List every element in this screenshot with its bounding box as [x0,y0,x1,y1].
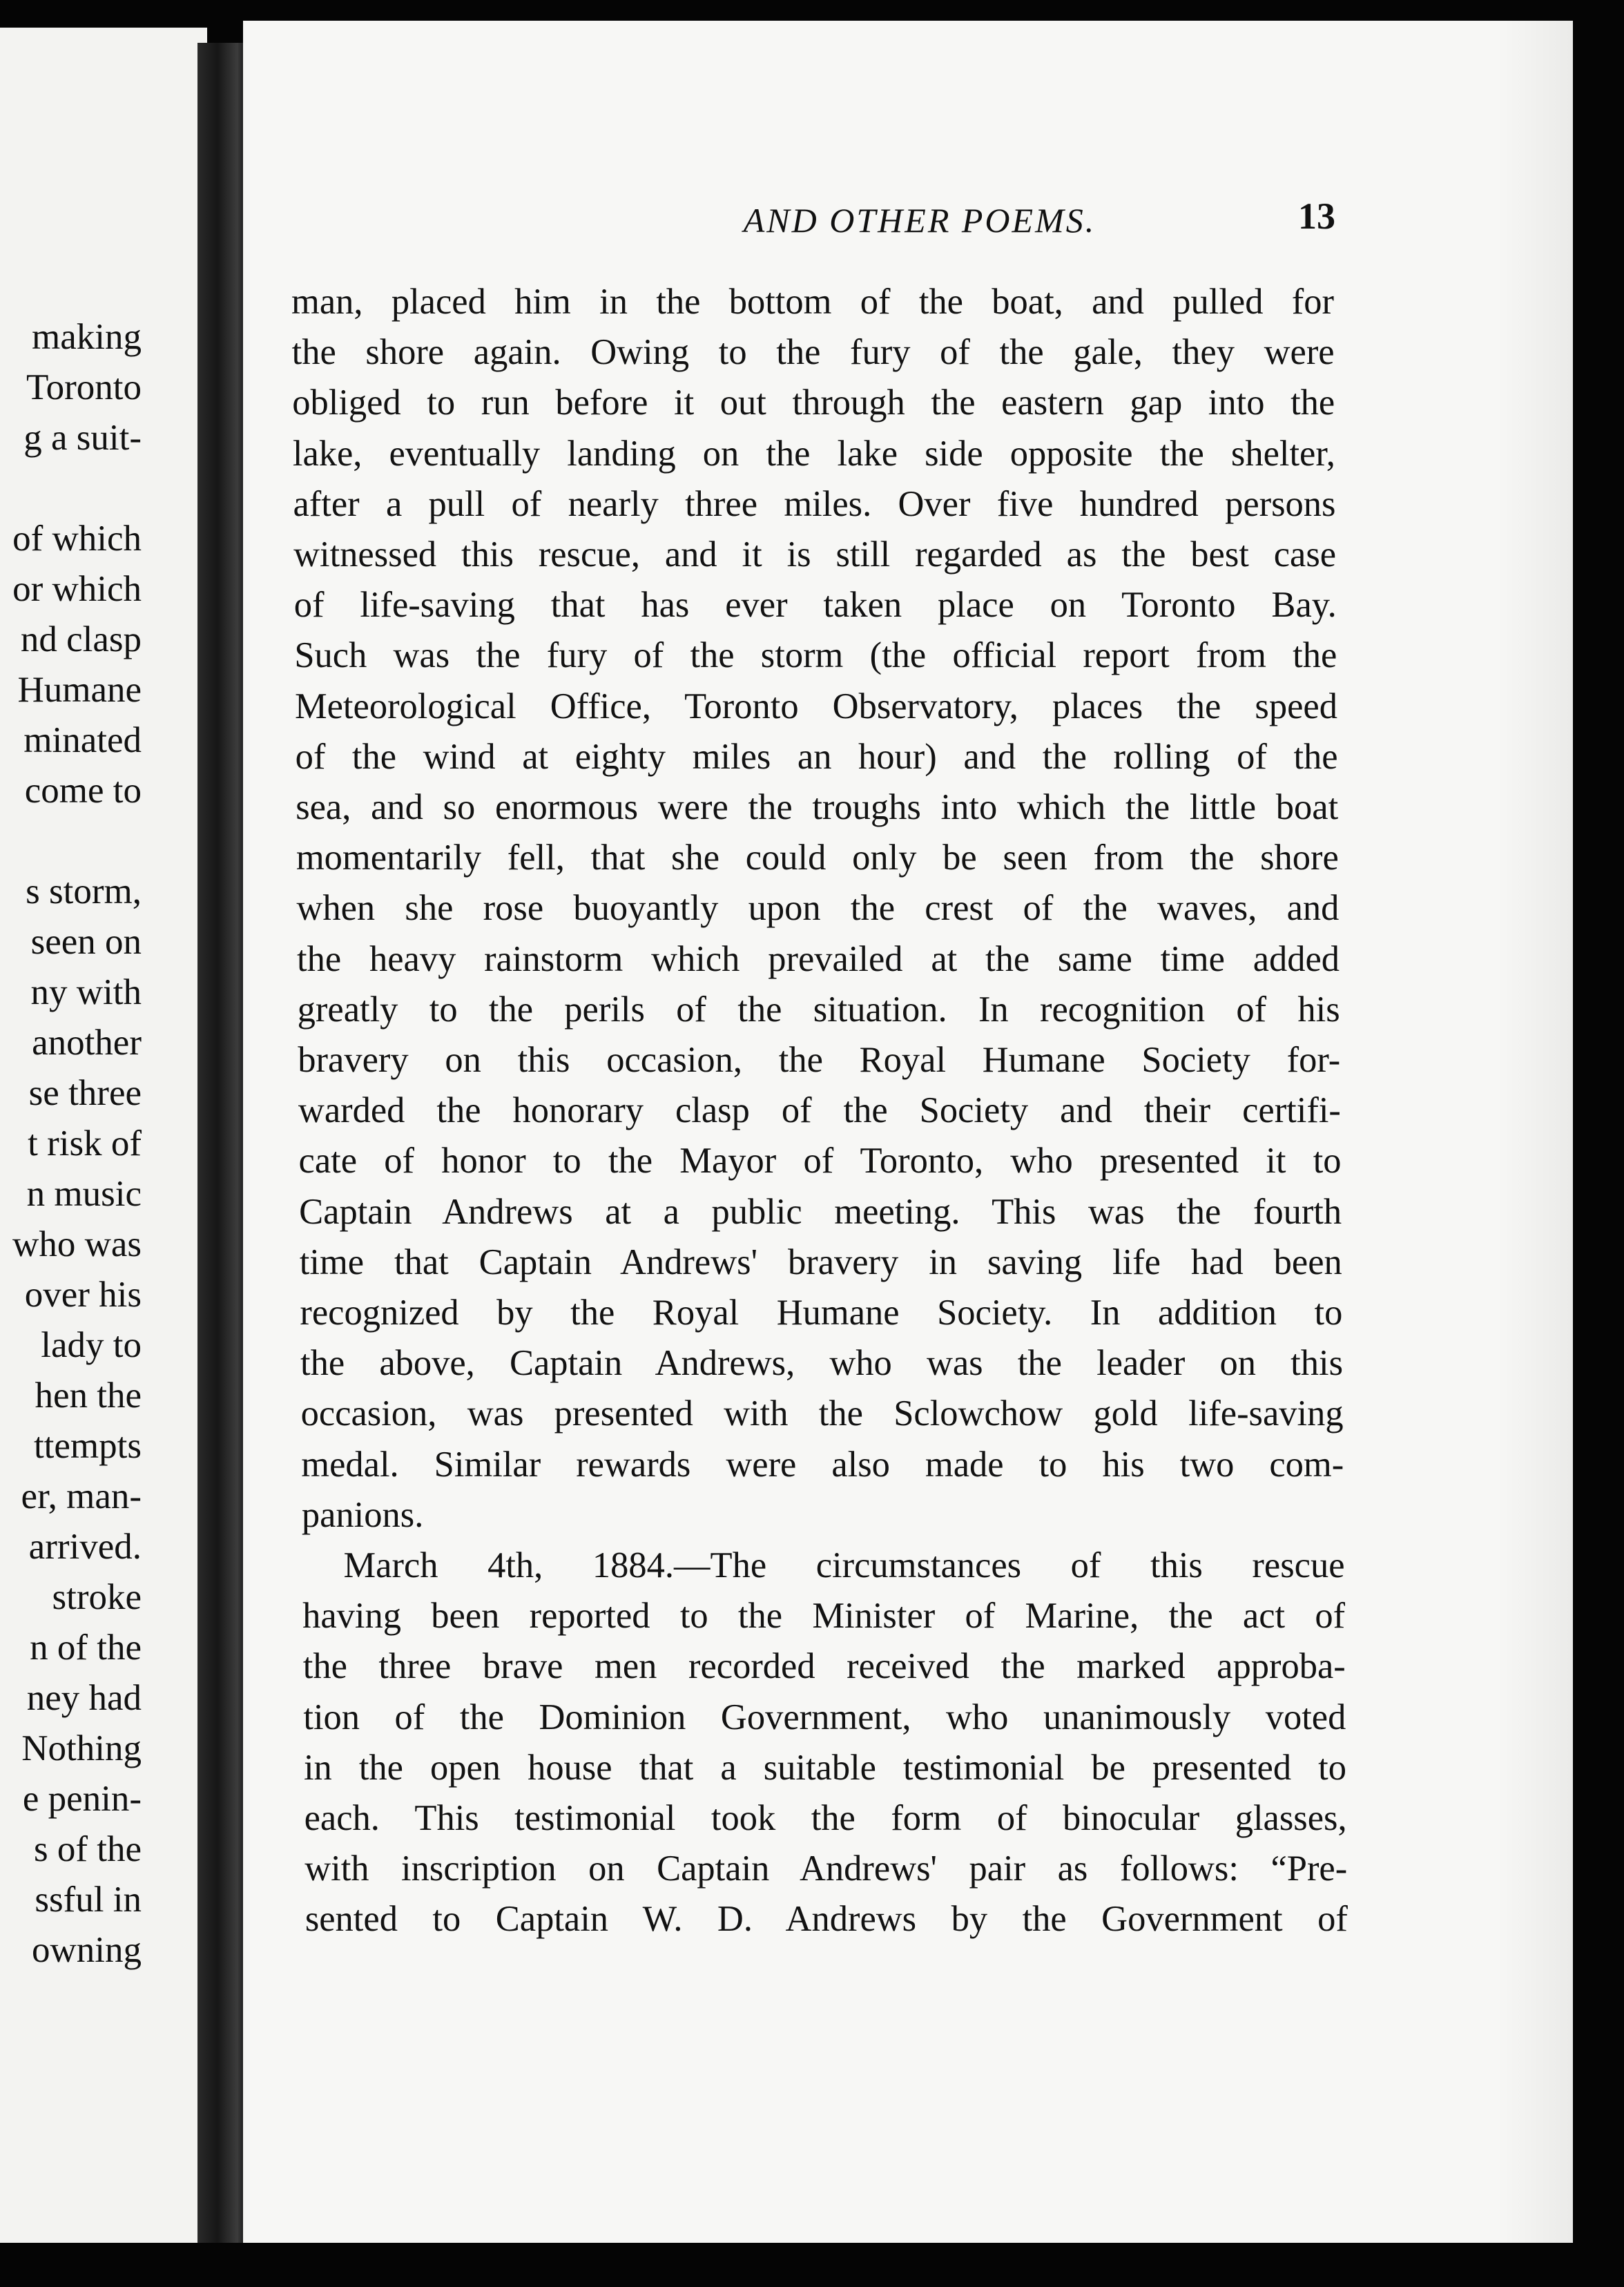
facing-page-line: t risk of [28,1123,142,1164]
facing-page-line: Humane [17,670,142,710]
body-text-line: man, placed him in the bottom of the boat, and pulled for [291,282,1334,322]
facing-page-line: stroke [52,1577,142,1617]
body-text-line: when she rose buoyantly upon the crest of the waves, and [296,888,1340,929]
body-text-line: March 4th, 1884.—The circumstances of this rescue [343,1545,1345,1585]
body-text-line: in the open house that a suitable testimonial be presented to [303,1747,1346,1788]
facing-page-line: of which [12,519,142,559]
body-text-line: sea, and so enormous were the troughs into which the little boat [296,787,1339,827]
body-text-line: the above, Captain Andrews, who was the leader on this [300,1343,1344,1384]
facing-page-line: nd clasp [20,619,142,659]
facing-page-line: er, man- [21,1476,142,1516]
body-text-line: after a pull of nearly three miles. Over five hundred persons [293,483,1336,524]
body-text-line: tion of the Dominion Government, who unanimously voted [303,1697,1346,1737]
facing-page-line: hen the [35,1376,142,1416]
facing-page-line: n of the [30,1628,142,1668]
body-text-line: momentarily fell, that she could only be seen from the shore [296,838,1339,878]
facing-page-fragment [0,28,207,2272]
facing-page-line: ttempts [33,1426,142,1466]
body-text-line: the heavy rainstorm which prevailed at the same time added [297,938,1340,979]
body-text-line: cate of honor to the Mayor of Toronto, who presented it to [298,1141,1342,1181]
facing-page-line: lady to [41,1325,142,1365]
facing-page-line: arrived. [28,1527,142,1567]
body-text-line: having been reported to the Minister of Marine, the act of [302,1596,1346,1637]
body-text-line: witnessed this rescue, and it is still regarded as the best case [293,534,1337,575]
facing-page-line: ssful in [35,1880,142,1920]
facing-page-line: come to [24,771,142,811]
facing-page-line: or which [12,569,142,609]
facing-page-line: who was [12,1224,142,1264]
facing-page-line: over his [24,1275,142,1315]
body-text-line: of the wind at eighty miles an hour) and the rolling of the [295,736,1338,777]
body-text-line: Captain Andrews at a public meeting. This was the fourth [299,1191,1342,1232]
facing-page-line: n music [26,1174,142,1214]
scan-border [0,2243,1624,2287]
facing-page-line: making [32,317,142,357]
body-text-line: time that Captain Andrews' bravery in saving life had been [299,1242,1342,1282]
facing-page-line: owning [32,1930,142,1970]
body-text-line: of life-saving that has ever taken place on Toronto Bay. [293,585,1337,626]
body-text-line: Such was the fury of the storm (the official report from the [294,635,1337,676]
body-text-line: sented to Captain W. D. Andrews by the Government of [304,1899,1348,1940]
body-text-line: with inscription on Captain Andrews' pair as follows: “Pre- [304,1849,1348,1889]
facing-page-line: s storm, [26,871,142,911]
facing-page-line: seen on [30,922,142,962]
running-head: AND OTHER POEMS. [743,201,1096,240]
body-text-line: the three brave men recorded received the marked approba- [302,1646,1346,1687]
body-text-line: panions. [301,1494,424,1535]
facing-page-line: ny with [30,972,142,1012]
book-gutter [197,43,247,2265]
book-page [243,21,1573,2243]
facing-page-line: another [32,1023,142,1063]
body-text-line: lake, eventually landing on the lake side opposite the shelter, [292,433,1335,474]
facing-page-line: Toronto [26,367,142,407]
facing-page-line: se three [28,1073,142,1113]
facing-page-line: ney had [26,1678,142,1718]
facing-page-line: g a suit- [23,418,142,458]
body-text-line: occasion, was presented with the Sclowchow gold life-saving [300,1393,1344,1434]
body-text-line: recognized by the Royal Humane Society. In addition to [300,1293,1343,1333]
facing-page-line: s of the [33,1829,142,1869]
body-text-line: the shore again. Owing to the fury of the gale, they were [291,332,1335,373]
body-text-line: obliged to run before it out through the eastern gap into the [292,383,1335,423]
facing-page-line: Nothing [21,1728,142,1768]
body-text-line: greatly to the perils of the situation. In recognition of his [297,989,1340,1030]
facing-page-line: e penin- [22,1779,142,1819]
body-text-line: warded the honorary clasp of the Society and their certifi- [298,1090,1341,1131]
body-text-line: medal. Similar rewards were also made to his two com- [301,1444,1344,1485]
body-text-line: Meteorological Office, Toronto Observatory, places the speed [294,686,1337,726]
body-text-line: bravery on this occasion, the Royal Humane Society for- [298,1040,1341,1080]
body-text-line: each. This testimonial took the form of binocular glasses, [304,1798,1347,1838]
page-number: 13 [1298,195,1335,237]
facing-page-line: minated [23,720,142,760]
